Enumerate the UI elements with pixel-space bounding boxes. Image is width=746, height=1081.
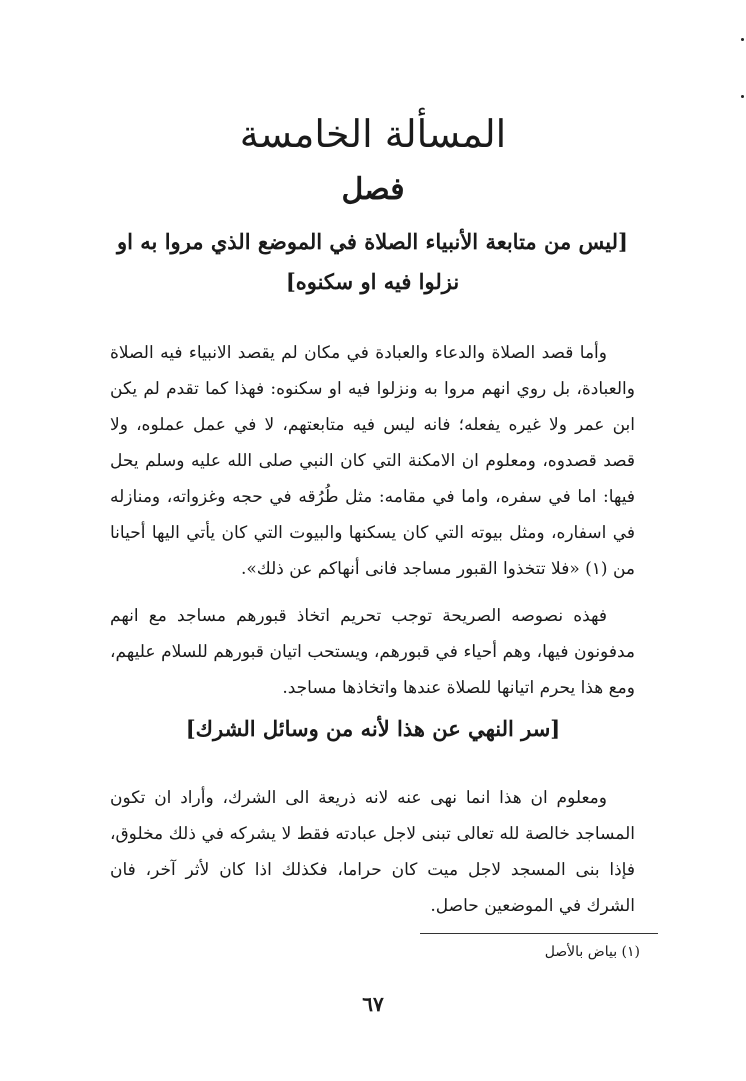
paragraph-3: ومعلوم ان هذا انما نهى عنه لانه ذريعة الى الشرك، وأراد ان تكون المساجد خالصة لله تعالى تبنى لاجل عبادته فقط لا يشركه في ذلك مخلوق، فإذا بنى المسجد لاجل ميت كان حراما، فكذلك اذا كان لأثر آخر، فان الشرك في الموضعين حاصل. xyxy=(110,788,635,916)
chapter-title: المسألة الخامسة xyxy=(239,112,507,156)
section-subtitle: [ليس من متابعة الأنبياء الصلاة في الموضع الذي مروا به او نزلوا فيه او سكنوه] xyxy=(117,229,628,294)
paragraph-2: فهذه نصوصه الصريحة توجب تحريم اتخاذ قبورهم مساجد مع انهم مدفونون فيها، وهم أحياء في قبورهم، ويستحب اتيان قبورهم للسلام عليهم، ومع هذا يحرم اتيانها للصلاة عندها واتخاذها مساجد. xyxy=(110,606,635,698)
paragraph-1: وأما قصد الصلاة والدعاء والعبادة في مكان لم يقصد الانبياء فيه الصلاة والعبادة، بل روي انهم مروا به ونزلوا فيه او سكنوه: فهذا كما تقدم لم يكن ابن عمر ولا غيره يفعله؛ فانه ليس فيه متابعتهم، لا في عمل عملوه، ولا قصد قصدوه، ومعلوم ان الامكنة التي كان النبي صلى الله عليه وسلم يحل فيها: اما في سفره، واما في مقامه: مثل طُرُقه في حجه وغزواته، ومنازله في اسفاره، ومثل بيوته التي كان يسكنها والبيوت التي كان يأتي اليها أحيانا من (١) «فلا تتخذوا القبور مساجد فانى أنهاكم عن ذلك». xyxy=(110,343,635,579)
footnote: (١) بياض بالأصل xyxy=(544,944,640,960)
page-number: ٦٧ xyxy=(362,992,384,1016)
subheading: [سر النهي عن هذا لأنه من وسائل الشرك] xyxy=(185,716,561,741)
edge-mark xyxy=(741,95,744,98)
edge-mark xyxy=(741,38,744,41)
section-heading: فصل xyxy=(341,172,405,207)
footnote-divider xyxy=(420,933,658,934)
